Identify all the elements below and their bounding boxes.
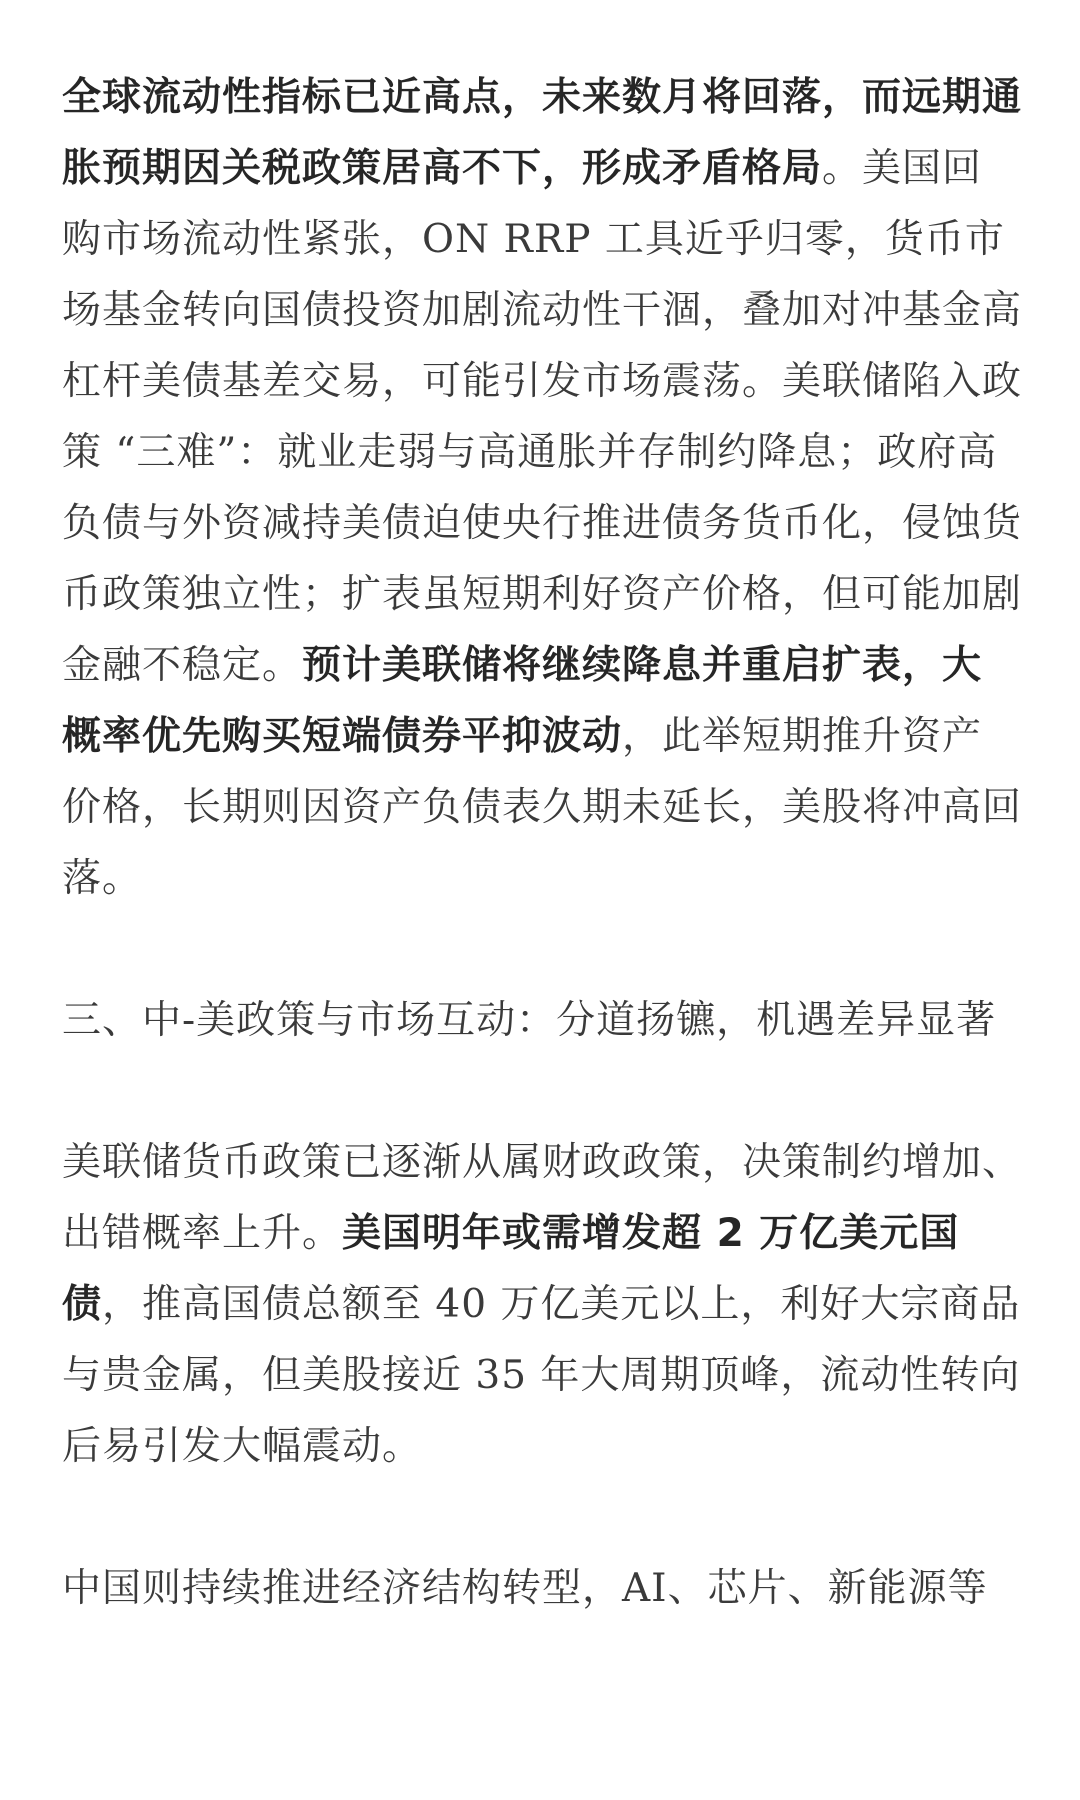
body-text: ，此举短期推升资产价格，长期则因资产负债表久期未延长，美股将冲高回落。 bbox=[62, 714, 1023, 901]
body-text: 美联储货币政策已逐渐从属财政政策，决策制约增加、出错概率上升。 bbox=[62, 1140, 1023, 1256]
paragraph-china bbox=[62, 1553, 1022, 1624]
body-text: 中国则持续推进经济结构转型，AI、芯片、新能源等 bbox=[62, 1566, 988, 1611]
body-text: 。美国回购市场流动性紧张，ON RRP 工具近乎归零，货币市场基金转向国债投资加剧流动性干涸，叠加对冲基金高杠杆美债基差交易，可能引发市场震荡。美联储陷入政策 “三难”：就业走弱与高通胀并存制约降息；政府高负债与外资减持美债迫使央行推进债务货币化，侵蚀货币政策独立性；扩表虽短期利好资产价格，但可能加剧金融不稳定。 bbox=[62, 146, 1023, 688]
bold-text: 全球流动性指标已近高点，未来数月将回落，而远期通胀预期因关税政策居高不下，形成矛盾格局 bbox=[62, 75, 1023, 191]
body-text: ，推高国债总额至 40 万亿美元以上，利好大宗商品与贵金属，但美股接近 35 年大周期顶峰，流动性转向后易引发大幅震动。 bbox=[62, 1282, 1021, 1469]
section-heading: 三、中-美政策与市场互动：分道扬镳，机遇差异显著 bbox=[62, 998, 997, 1043]
bold-text: 美国明年或需增发超 2 万亿美元国债 bbox=[62, 1211, 960, 1327]
paragraph-liquidity bbox=[62, 62, 1022, 914]
article-body bbox=[62, 62, 1022, 1695]
paragraph-fed-policy bbox=[62, 1127, 1022, 1482]
bold-text: 预计美联储将继续降息并重启扩表，大概率优先购买短端债券平抑波动 bbox=[62, 643, 983, 759]
